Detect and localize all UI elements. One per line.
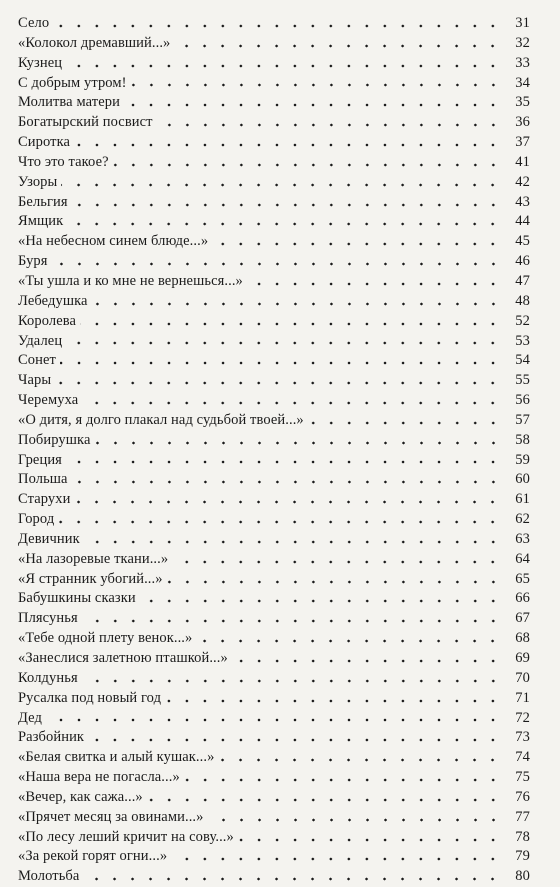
dot-leader bbox=[74, 500, 502, 504]
toc-entry-page-number: 48 bbox=[515, 292, 530, 309]
toc-entry-page-number: 54 bbox=[515, 352, 530, 369]
toc-entry-title: Русалка под новый год bbox=[18, 689, 162, 706]
dot-leader bbox=[60, 361, 502, 365]
toc-entry-page-number: 31 bbox=[515, 15, 530, 31]
dot-leader bbox=[84, 540, 502, 544]
toc-entry bbox=[18, 74, 530, 94]
toc-entry-page-number: 43 bbox=[515, 193, 530, 210]
toc-entry-title: Колдунья bbox=[18, 669, 78, 686]
toc-entry-title: Молотьба bbox=[18, 868, 80, 885]
dot-leader bbox=[74, 143, 502, 147]
toc-entry-page-number: 66 bbox=[515, 590, 530, 607]
dot-leader bbox=[165, 699, 502, 703]
toc-entry-title: Черемуха bbox=[18, 392, 79, 409]
toc-entry-title: Что это такое? bbox=[18, 153, 109, 170]
toc-entry bbox=[18, 272, 530, 292]
toc-entry-title: Побирушка bbox=[18, 431, 91, 448]
toc-entry-page-number: 59 bbox=[515, 451, 530, 468]
toc-entry bbox=[18, 93, 530, 113]
toc-entry-title: Молитва матери bbox=[18, 94, 120, 111]
toc-entry-title: «Колокол дремавший...» bbox=[18, 34, 171, 51]
toc-entry-title: С добрым утром! bbox=[18, 74, 127, 91]
toc-entry bbox=[18, 649, 530, 669]
dot-leader bbox=[218, 758, 502, 762]
toc-entry bbox=[18, 252, 530, 272]
toc-entry-title: «Вечер, как сажа...» bbox=[18, 788, 143, 805]
toc-entry-page-number: 42 bbox=[515, 173, 530, 190]
toc-entry-page-number: 56 bbox=[515, 392, 530, 409]
toc-entry bbox=[18, 847, 530, 867]
toc-entry-title: Чары bbox=[18, 372, 52, 389]
toc-entry-title: «На небесном синем блюде...» bbox=[18, 233, 209, 250]
toc-entry bbox=[18, 490, 530, 510]
toc-entry-page-number: 78 bbox=[515, 828, 530, 845]
toc-entry bbox=[18, 371, 530, 391]
toc-entry-page-number: 32 bbox=[515, 34, 530, 51]
toc-entry bbox=[18, 748, 530, 768]
dot-leader bbox=[124, 103, 502, 107]
dot-leader bbox=[46, 718, 502, 722]
dot-leader bbox=[52, 262, 502, 266]
toc-entry bbox=[18, 709, 530, 729]
toc-entry bbox=[18, 589, 530, 609]
dot-leader bbox=[72, 480, 502, 484]
toc-entry-title: Узоры bbox=[18, 173, 58, 190]
dot-leader bbox=[208, 818, 503, 822]
dot-leader bbox=[167, 580, 502, 584]
toc-entry-page-number: 70 bbox=[515, 669, 530, 686]
toc-entry-title: «Занеслися залетною пташкой...» bbox=[18, 650, 228, 666]
toc-entry-page-number: 37 bbox=[515, 134, 530, 151]
toc-entry-page-number: 75 bbox=[515, 769, 530, 786]
toc-entry-title: Лебедушка bbox=[18, 292, 88, 309]
toc-entry-page-number: 77 bbox=[515, 808, 530, 825]
toc-entry-title: Старухи bbox=[18, 491, 71, 508]
toc-entry-page-number: 71 bbox=[515, 689, 530, 706]
toc-entry-page-number: 73 bbox=[515, 729, 530, 746]
toc-entry-title: Бабушкины сказки bbox=[18, 590, 136, 607]
dot-leader bbox=[82, 679, 502, 683]
dot-leader bbox=[147, 798, 502, 802]
toc-entry-title: Ямщик bbox=[18, 213, 64, 230]
toc-entry-page-number: 72 bbox=[515, 709, 530, 726]
toc-entry-title: Сиротка bbox=[18, 134, 71, 151]
toc-entry-title: Плясунья bbox=[18, 610, 78, 627]
dot-leader bbox=[95, 441, 503, 445]
dot-leader bbox=[113, 163, 502, 167]
toc-entry-page-number: 74 bbox=[515, 749, 530, 766]
toc-entry bbox=[18, 530, 530, 550]
toc-entry bbox=[18, 332, 530, 352]
toc-entry bbox=[18, 173, 530, 193]
toc-entry-page-number: 55 bbox=[515, 372, 530, 389]
toc-entry-page-number: 57 bbox=[515, 411, 530, 428]
toc-entry-title: Дед bbox=[18, 709, 42, 726]
dot-leader bbox=[174, 44, 502, 48]
toc-entry-page-number: 67 bbox=[515, 610, 530, 627]
dot-leader bbox=[66, 64, 502, 68]
dot-leader bbox=[88, 738, 502, 742]
toc-entry-page-number: 60 bbox=[515, 471, 530, 488]
toc-entry bbox=[18, 669, 530, 689]
toc-entry bbox=[18, 451, 530, 471]
toc-entry bbox=[18, 510, 530, 530]
dot-leader bbox=[232, 659, 502, 663]
toc-entry-page-number: 33 bbox=[515, 54, 530, 71]
toc-entry bbox=[18, 133, 530, 153]
toc-entry bbox=[18, 193, 530, 213]
toc-entry-title: «Тебе одной плету венок...» bbox=[18, 630, 193, 647]
dot-leader bbox=[212, 242, 502, 246]
toc-entry-title: Буря bbox=[18, 253, 48, 270]
dot-leader bbox=[72, 203, 502, 207]
toc-entry-page-number: 44 bbox=[515, 213, 530, 230]
dot-leader bbox=[58, 520, 502, 524]
toc-entry-title: «Прячет месяц за овинами...» bbox=[18, 808, 204, 825]
toc-entry bbox=[18, 391, 530, 411]
dot-leader bbox=[238, 838, 502, 842]
toc-entry bbox=[18, 728, 530, 748]
dot-leader bbox=[82, 619, 502, 623]
dot-leader bbox=[172, 560, 502, 564]
toc-entry-page-number: 65 bbox=[515, 570, 530, 587]
toc-entry bbox=[18, 828, 530, 848]
toc-entry-page-number: 79 bbox=[515, 848, 530, 865]
toc-entry-title: Греция bbox=[18, 451, 62, 468]
dot-leader bbox=[171, 857, 502, 861]
toc-entry bbox=[18, 312, 530, 332]
toc-entry bbox=[18, 34, 530, 54]
toc-entry bbox=[18, 470, 530, 490]
toc-entry bbox=[18, 232, 530, 252]
dot-leader bbox=[61, 183, 502, 187]
dot-leader bbox=[82, 401, 502, 405]
toc-entry-page-number: 41 bbox=[515, 153, 530, 170]
toc-entry bbox=[18, 54, 530, 74]
toc-entry-title: Село bbox=[18, 15, 50, 31]
toc-entry-title: Богатырский посвист bbox=[18, 114, 153, 131]
dot-leader bbox=[196, 639, 502, 643]
toc-entry-page-number: 69 bbox=[515, 650, 530, 666]
toc-entry-page-number: 47 bbox=[515, 272, 530, 289]
dot-leader bbox=[53, 24, 502, 28]
toc-entry-page-number: 34 bbox=[515, 74, 530, 91]
dot-leader bbox=[247, 282, 502, 286]
dot-leader bbox=[157, 123, 502, 127]
toc-entry-page-number: 64 bbox=[515, 550, 530, 567]
toc-entry bbox=[18, 768, 530, 788]
toc-entry bbox=[18, 212, 530, 232]
dot-leader bbox=[83, 877, 502, 881]
toc-entry bbox=[18, 629, 530, 649]
dot-leader bbox=[66, 460, 502, 464]
toc-entry-title: «Наша вера не погасла...» bbox=[18, 769, 180, 786]
toc-entry-title: Польша bbox=[18, 471, 68, 488]
toc-entry-page-number: 76 bbox=[515, 788, 530, 805]
toc-entry-page-number: 35 bbox=[515, 94, 530, 111]
dot-leader bbox=[184, 778, 502, 782]
toc-entry-title: Бельгия bbox=[18, 193, 68, 210]
toc-entry-page-number: 52 bbox=[515, 312, 530, 329]
toc-entry bbox=[18, 431, 530, 451]
toc-entry-title: Королева bbox=[18, 312, 77, 329]
toc-entry bbox=[18, 411, 530, 431]
toc-entry bbox=[18, 550, 530, 570]
toc-entry bbox=[18, 292, 530, 312]
toc-entry bbox=[18, 570, 530, 590]
toc-entry-title: «За рекой горят огни...» bbox=[18, 848, 168, 865]
toc-entry-title: Город bbox=[18, 511, 55, 528]
table-of-contents bbox=[18, 14, 530, 887]
toc-entry bbox=[18, 609, 530, 629]
toc-entry-page-number: 45 bbox=[515, 233, 530, 250]
toc-entry-title: Удалец bbox=[18, 332, 63, 349]
dot-leader bbox=[92, 302, 502, 306]
dot-leader bbox=[66, 341, 502, 345]
toc-entry bbox=[18, 808, 530, 828]
dot-leader bbox=[80, 322, 502, 326]
toc-entry-title: «Белая свитка и алый кушак...» bbox=[18, 749, 215, 766]
toc-entry-page-number: 61 bbox=[515, 491, 530, 508]
toc-entry bbox=[18, 14, 530, 34]
dot-leader bbox=[131, 83, 502, 87]
toc-entry-title: «О дитя, я долго плакал над судьбой твоей...» bbox=[18, 411, 304, 428]
toc-entry-page-number: 53 bbox=[515, 332, 530, 349]
toc-entry-page-number: 36 bbox=[515, 114, 530, 131]
toc-entry-page-number: 58 bbox=[515, 431, 530, 448]
toc-entry-title: Девичник bbox=[18, 530, 80, 547]
toc-entry-page-number: 68 bbox=[515, 630, 530, 647]
toc-entry bbox=[18, 351, 530, 371]
toc-entry bbox=[18, 689, 530, 709]
toc-entry-title: Кузнец bbox=[18, 54, 63, 71]
toc-entry-title: «Ты ушла и ко мне не вернешься...» bbox=[18, 272, 243, 289]
dot-leader bbox=[67, 222, 502, 226]
toc-entry-page-number: 62 bbox=[515, 511, 530, 528]
toc-entry-title: «По лесу леший кричит на сову...» bbox=[18, 828, 234, 845]
toc-entry-page-number: 80 bbox=[515, 868, 530, 885]
toc-entry bbox=[18, 788, 530, 808]
toc-entry-page-number: 46 bbox=[515, 253, 530, 270]
toc-entry bbox=[18, 153, 530, 173]
dot-leader bbox=[140, 599, 502, 603]
dot-leader bbox=[55, 381, 502, 385]
toc-entry-title: Разбойник bbox=[18, 729, 85, 746]
dot-leader bbox=[308, 421, 502, 425]
toc-entry bbox=[18, 867, 530, 887]
toc-entry bbox=[18, 113, 530, 133]
toc-entry-title: Сонет bbox=[18, 352, 56, 369]
toc-entry-page-number: 63 bbox=[515, 530, 530, 547]
toc-entry-title: «Я странник убогий...» bbox=[18, 570, 163, 587]
toc-entry-title: «На лазоревые ткани...» bbox=[18, 550, 169, 567]
